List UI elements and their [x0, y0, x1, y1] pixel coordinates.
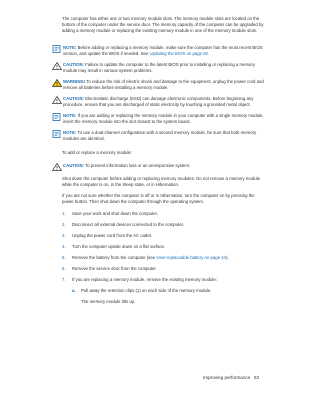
step-text-part: Remove the battery from the computer (see	[72, 255, 157, 260]
bios-link[interactable]: Updating the BIOS on page 82	[149, 51, 209, 57]
note-icon	[52, 130, 62, 138]
note-single-module	[52, 113, 266, 125]
note-body: Before adding or replacing a memory module, make sure the computer has the most recent BIOS version, and update the BIOS if needed. See	[63, 45, 263, 57]
caution-body: Electrostatic discharge (ESD) can damage electronic components. Before beginning any procedure, ensure that you are discharged of static electricity by touching a grounded metal object.	[63, 96, 254, 108]
caution-info-loss	[52, 163, 266, 169]
step-item	[62, 211, 266, 217]
step-item	[62, 277, 266, 283]
caution-label: CAUTION:	[63, 96, 85, 101]
step-number: 7.	[62, 277, 66, 282]
caution-label: CAUTION:	[63, 62, 85, 67]
note-label: NOTE:	[63, 113, 77, 118]
note-text	[63, 45, 266, 57]
caution-esd	[52, 96, 266, 108]
step-item	[62, 222, 266, 228]
caution-text	[63, 163, 266, 169]
step-text: Remove the service door from the computer.	[72, 266, 157, 271]
step-item	[62, 266, 266, 272]
substep-result: The memory module tilts up.	[81, 299, 136, 304]
caution-icon	[52, 163, 62, 171]
warning-body: To reduce the risk of electric shock and damage to the equipment, unplug the power cord and remove all batteries before installing a memory module.	[63, 79, 264, 91]
step-number: 5.	[62, 255, 66, 260]
intro-paragraph: The computer has either one or two memory module slots. The memory module slots are located on the bottom of the computer under the service door. The memory capacity of the computer can be upgraded by adding a memory module or replacing the existing memory module in one of the memory module slots.	[62, 16, 264, 34]
note-icon	[52, 45, 62, 53]
battery-link[interactable]: User-replaceable battery on page 44	[156, 255, 227, 260]
warning-icon	[52, 79, 62, 87]
caution-body: To prevent information loss or an unresponsive system:	[85, 163, 191, 168]
caution-body: Failure to update the computer to the latest BIOS prior to installing or replacing a memory module may result in various system problems.	[63, 62, 256, 74]
step-text: If you are replacing a memory module, remove the existing memory module:	[72, 277, 217, 282]
note-text	[63, 113, 266, 125]
warning-shock	[52, 79, 266, 91]
step-text: Unplug the power cord from the AC outlet.	[72, 233, 153, 238]
warning-label: WARNING!	[63, 79, 86, 84]
step-text: Save your work and shut down the computer.	[72, 211, 158, 216]
step-item	[62, 255, 266, 261]
note-punct: .	[208, 51, 210, 57]
caution-label: CAUTION:	[63, 163, 85, 168]
note-dual-channel	[52, 130, 266, 142]
note-body: If you are adding or replacing the memory module in your computer with a single memory module, insert the memory module into the slot closest to the system board.	[63, 113, 264, 125]
step-text: Turn the computer upside down on a flat surface.	[72, 244, 166, 249]
shutdown-paragraph: Shut down the computer before adding or replacing memory modules. Do not remove a memory module while the computer is on, in the Sleep state, or in Hibernation.	[62, 176, 260, 188]
unsure-paragraph: If you are not sure whether the computer is off or in Hibernation, turn the computer on by pressing the power button. Then shut down the computer through the operating system.	[62, 193, 255, 205]
step-text-punct: ).	[226, 255, 229, 260]
caution-bios	[52, 62, 266, 74]
step-number: 4.	[62, 244, 66, 249]
note-label: NOTE:	[63, 45, 77, 50]
step-number: 3.	[62, 233, 66, 238]
substep-letter: a.	[72, 288, 76, 293]
note-icon	[52, 113, 62, 121]
note-body: To use a dual-channel configuration with a second memory module, be sure that both memory modules are identical.	[63, 130, 257, 142]
substep-item	[72, 288, 266, 294]
step-item	[62, 244, 266, 250]
step-text	[72, 255, 266, 261]
step-number: 2.	[62, 222, 66, 227]
note-bios	[52, 45, 266, 57]
step-number: 6.	[62, 266, 66, 271]
step-item	[62, 233, 266, 239]
footer-section-title: Improving performance	[203, 375, 251, 380]
step-number: 1.	[62, 211, 66, 216]
caution-icon	[52, 96, 62, 104]
substep-text: Pull away the retention clips (1) on each side of the memory module.	[81, 288, 212, 293]
caution-icon	[52, 62, 62, 70]
warning-text	[63, 79, 266, 91]
caution-text	[63, 96, 266, 108]
note-text	[63, 130, 266, 142]
note-label: NOTE:	[63, 130, 77, 135]
add-replace-heading: To add or replace a memory module:	[62, 150, 132, 155]
page-number: 53	[254, 375, 260, 380]
caution-text	[63, 62, 266, 74]
step-text: Disconnect all external devices connected to the computer.	[72, 222, 185, 227]
